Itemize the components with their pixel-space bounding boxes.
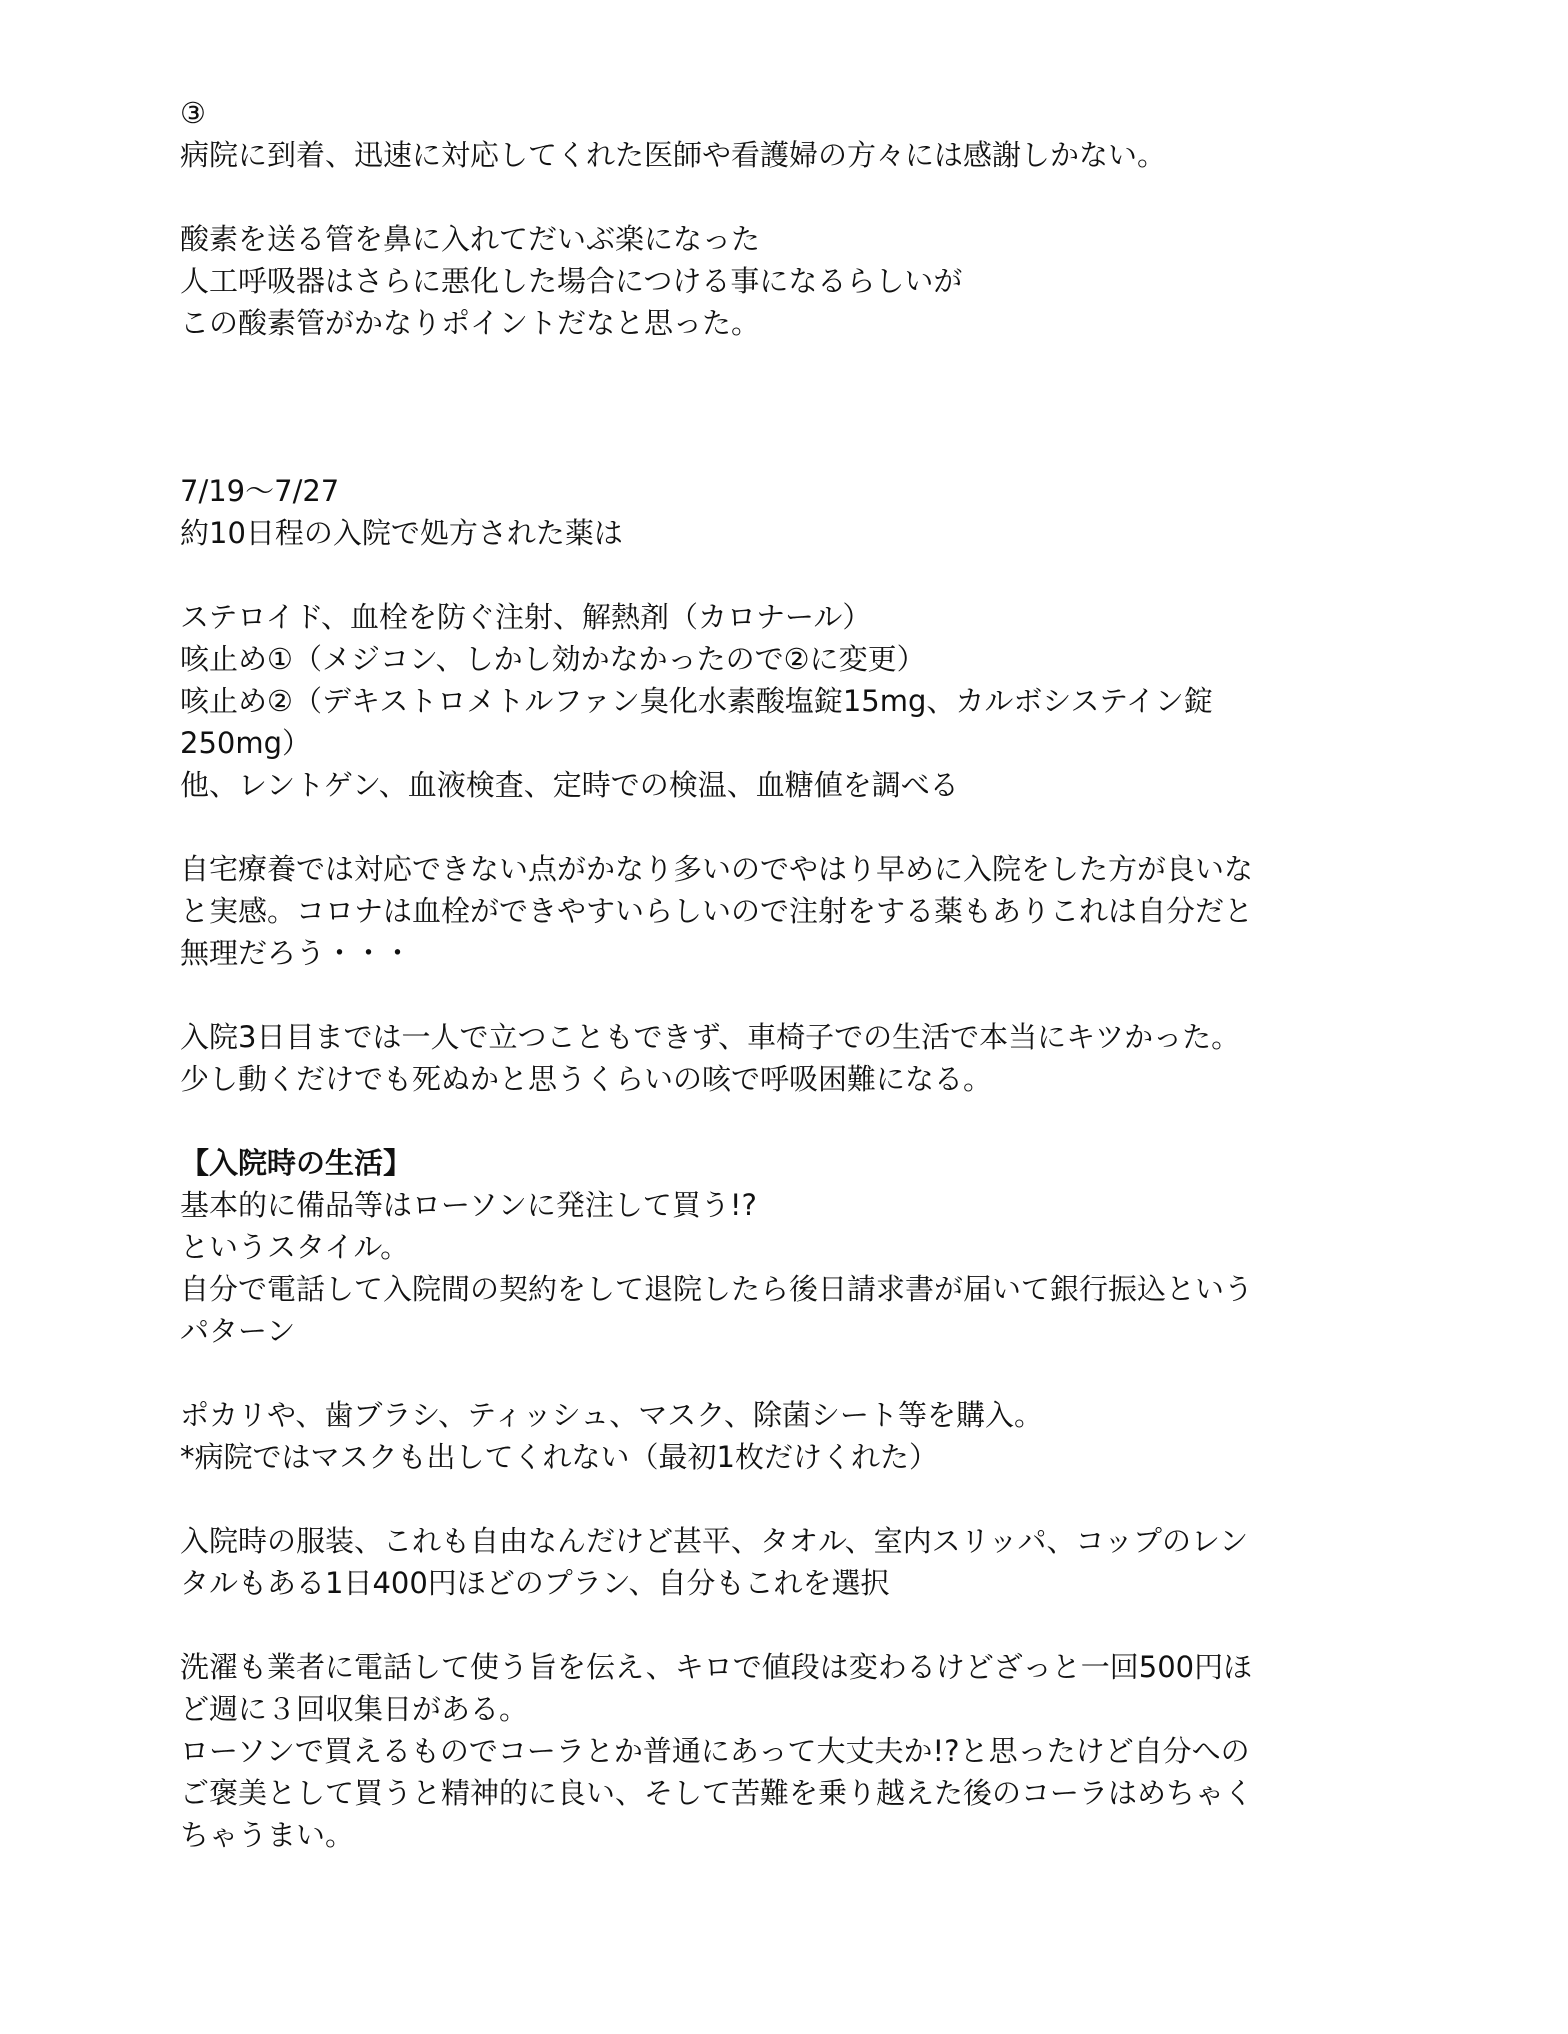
spacer bbox=[180, 554, 1370, 596]
date-range: 7/19〜7/27 bbox=[180, 474, 340, 508]
home-care-line-2: と実感。コロナは血栓ができやすいらしいので注射をする薬もありこれは自分だと bbox=[180, 894, 1254, 928]
first-days-line-2: 少し動くだけでも死ぬかと思うくらいの咳で呼吸困難になる。 bbox=[180, 1062, 993, 1096]
spacer bbox=[180, 974, 1370, 1016]
spacer bbox=[180, 176, 1370, 218]
meds-line-1: ステロイド、血栓を防ぐ注射、解熱剤（カロナール） bbox=[180, 600, 872, 634]
spacer bbox=[180, 806, 1370, 848]
oxygen-line-1: 酸素を送る管を鼻に入れてだいぶ楽になった bbox=[180, 222, 761, 256]
supplies-line-3: 自分で電話して入院間の契約をして退院したら後日請求書が届いて銀行振込という bbox=[180, 1272, 1254, 1306]
laundry-line-1: 洗濯も業者に電話して使う旨を伝え、キロで値段は変わるけどざっと一回500円ほ bbox=[180, 1650, 1253, 1684]
laundry-line-5: ちゃうまい。 bbox=[180, 1818, 355, 1852]
first-days-line-1: 入院3日目までは一人で立つこともできず、車椅子での生活で本当にキツかった。 bbox=[180, 1020, 1241, 1054]
purchases-line-1: ポカリや、歯ブラシ、ティッシュ、マスク、除菌シート等を購入。 bbox=[180, 1398, 1044, 1432]
supplies-line-1: 基本的に備品等はローソンに発注して買う!? bbox=[180, 1188, 757, 1222]
home-care-line-3: 無理だろう・・・ bbox=[180, 936, 413, 970]
laundry-line-3: ローソンで買えるものでコーラとか普通にあって大丈夫か!?と思ったけど自分への bbox=[180, 1734, 1250, 1768]
life-heading: 【入院時の生活】 bbox=[180, 1146, 413, 1180]
purchases-line-2: *病院ではマスクも出してくれない（最初1枚だけくれた） bbox=[180, 1440, 938, 1474]
intro-line-1: 病院に到着、迅速に対応してくれた医師や看護婦の方々には感謝しかない。 bbox=[180, 138, 1167, 172]
laundry-line-2: ど週に３回収集日がある。 bbox=[180, 1692, 529, 1726]
spacer bbox=[180, 1100, 1370, 1142]
meds-line-5: 他、レントゲン、血液検査、定時での検温、血糖値を調べる bbox=[180, 768, 959, 802]
spacer bbox=[180, 344, 1370, 470]
home-care-line-1: 自宅療養では対応できない点がかなり多いのでやはり早めに入院をした方が良いな bbox=[180, 852, 1254, 886]
spacer bbox=[180, 1478, 1370, 1520]
meds-line-2: 咳止め①（メジコン、しかし効かなかったので②に変更） bbox=[180, 642, 926, 676]
clothing-line-2: タルもある1日400円ほどのプラン、自分もこれを選択 bbox=[180, 1566, 890, 1600]
oxygen-line-2: 人工呼吸器はさらに悪化した場合につける事になるらしいが bbox=[180, 264, 963, 298]
laundry-line-4: ご褒美として買うと精神的に良い、そして苦難を乗り越えた後のコーラはめちゃく bbox=[180, 1776, 1254, 1810]
supplies-line-4: パターン bbox=[180, 1314, 296, 1348]
meds-intro: 約10日程の入院で処方された薬は bbox=[180, 516, 623, 550]
section-marker: ③ bbox=[180, 96, 206, 130]
oxygen-line-3: この酸素管がかなりポイントだなと思った。 bbox=[180, 306, 761, 340]
document-page bbox=[180, 92, 1370, 1856]
meds-line-3: 咳止め②（デキストロメトルファン臭化水素酸塩錠15mg、カルボシステイン錠 bbox=[180, 684, 1213, 718]
supplies-line-2: というスタイル。 bbox=[180, 1230, 410, 1264]
meds-line-4: 250mg） bbox=[180, 726, 312, 760]
spacer bbox=[180, 1604, 1370, 1646]
spacer bbox=[180, 1352, 1370, 1394]
clothing-line-1: 入院時の服装、これも自由なんだけど甚平、タオル、室内スリッパ、コップのレン bbox=[180, 1524, 1249, 1558]
